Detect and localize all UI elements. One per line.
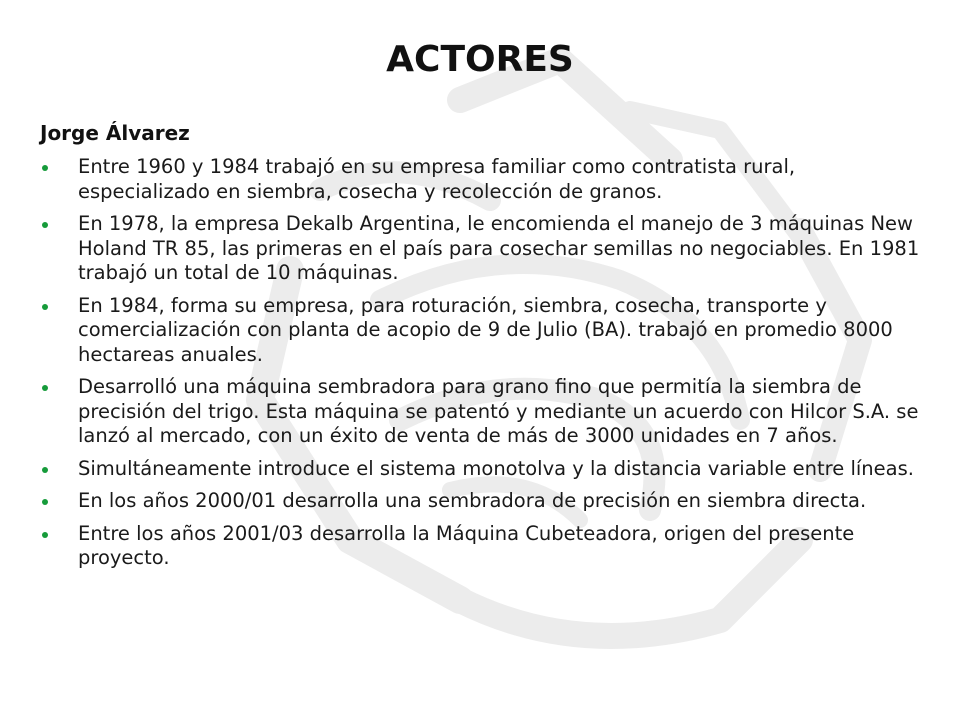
- bullet-icon: [42, 385, 48, 391]
- list-item: [40, 489, 920, 514]
- bullet-icon: [42, 499, 48, 505]
- list-item: [40, 375, 920, 449]
- slide-title: ACTORES: [386, 39, 574, 80]
- bullet-icon: [42, 165, 48, 171]
- list-item: [40, 294, 920, 368]
- bullet-text: En 1984, forma su empresa, para roturación, siembra, cosecha, transporte y comercialización con planta de acopio de 9 de Julio (BA). trabajó en promedio 8000 hectareas anuales.: [78, 293, 893, 366]
- bullet-icon: [42, 532, 48, 538]
- list-item: [40, 457, 920, 482]
- bullet-list: [40, 155, 920, 579]
- bullet-icon: [42, 222, 48, 228]
- list-item: [40, 155, 920, 204]
- bullet-text: Simultáneamente introduce el sistema monotolva y la distancia variable entre líneas.: [78, 456, 914, 480]
- bullet-text: En los años 2000/01 desarrolla una sembradora de precisión en siembra directa.: [78, 489, 867, 512]
- bullet-text: Desarrolló una máquina sembradora para grano fino que permitía la siembra de precisión del trigo. Esta máquina se patentó y mediante un acuerdo con Hilcor S.A. se lanzó al mercado, con un éxito de venta de más de 3000 unidades en 7 años.: [78, 375, 919, 447]
- bullet-icon: [42, 467, 48, 473]
- bullet-text: Entre 1960 y 1984 trabajó en su empresa familiar como contratista rural, especializado en siembra, cosecha y recolección de granos.: [78, 155, 796, 203]
- bullet-text: En 1978, la empresa Dekalb Argentina, le encomienda el manejo de 3 máquinas New Holand TR 85, las primeras en el país para cosechar semillas no negociables. En 1981 trabajó un total de 10 máquinas.: [78, 212, 920, 284]
- list-item: [40, 522, 920, 571]
- bullet-icon: [42, 304, 48, 310]
- bullet-text: Entre los años 2001/03 desarrolla la Máquina Cubeteadora, origen del presente proyecto.: [78, 521, 855, 569]
- slide-subtitle: Jorge Álvarez: [40, 121, 190, 145]
- list-item: [40, 212, 920, 286]
